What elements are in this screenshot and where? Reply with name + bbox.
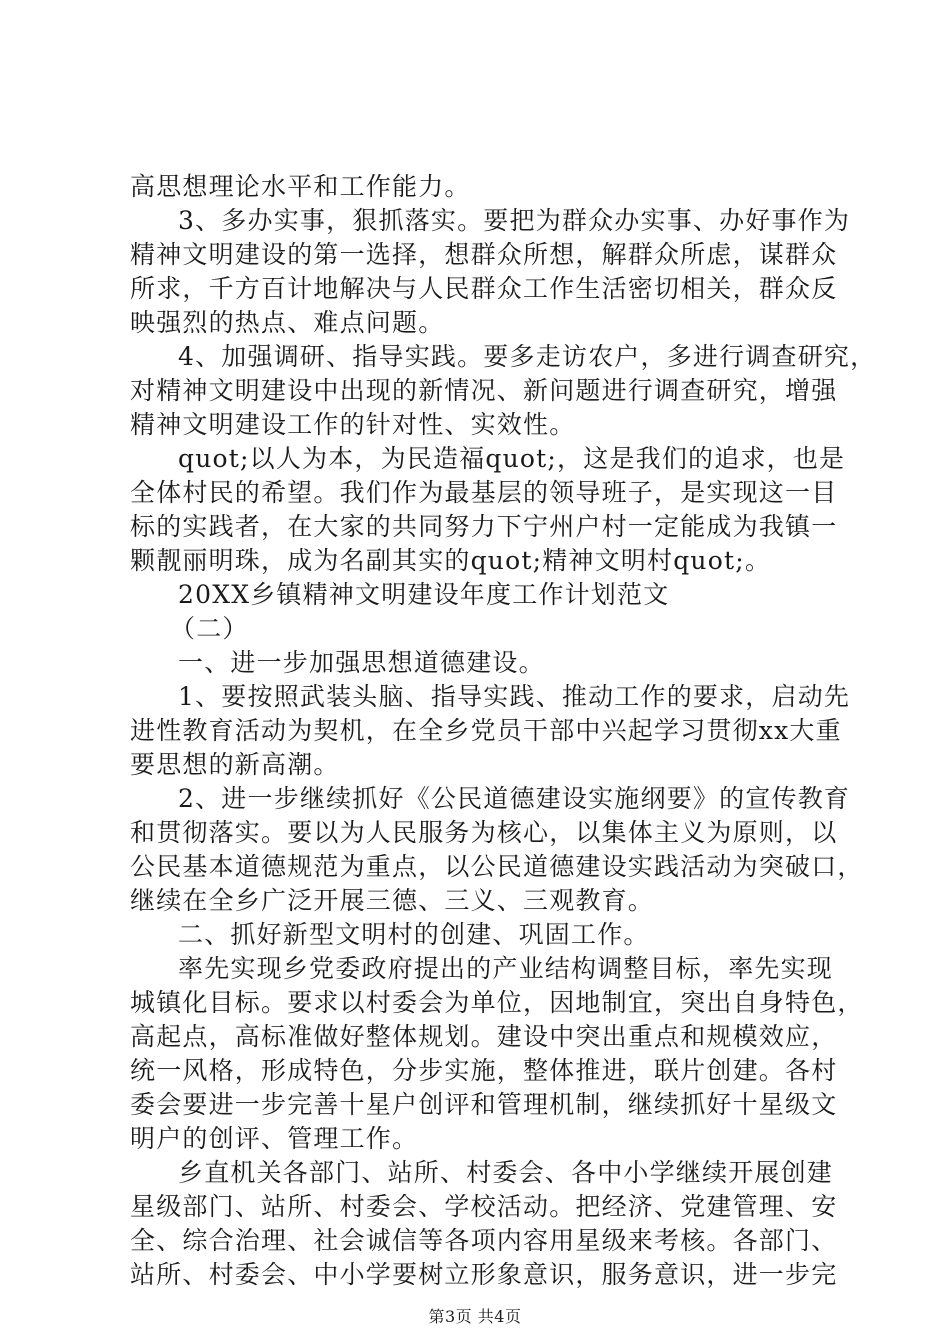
text-line: 4、加强调研、指导实践。要多走访农户，多进行调查研究，: [178, 342, 877, 371]
text-line: 公民基本道德规范为重点，以公民道德建设实践活动为突破口，: [130, 852, 864, 881]
text-line: 全体村民的希望。我们作为最基层的领导班子，是实现这一目: [130, 478, 838, 507]
text-line: 映强烈的热点、难点问题。: [130, 308, 445, 337]
text-line: 率先实现乡党委政府提出的产业结构调整目标，率先实现: [178, 954, 834, 983]
text-line: 乡直机关各部门、站所、村委会、各中小学继续开展创建: [178, 1158, 834, 1187]
text-line: 对精神文明建设中出现的新情况、新问题进行调查研究，增强: [130, 376, 838, 405]
section-title: 20XX乡镇精神文明建设年度工作计划范文: [178, 580, 670, 609]
text-line: 星级部门、站所、村委会、学校活动。把经济、党建管理、安: [130, 1192, 838, 1221]
text-line: 3、多办实事，狠抓落实。要把为群众办实事、办好事作为: [178, 206, 851, 235]
text-line: 明户的创评、管理工作。: [130, 1124, 419, 1153]
text-line: 所求，千方百计地解决与人民群众工作生活密切相关，群众反: [130, 274, 838, 303]
text-line: 2、进一步继续抓好《公民道德建设实施纲要》的宣传教育: [178, 784, 851, 813]
text-line: 精神文明建设的第一选择，想群众所想，解群众所虑，谋群众: [130, 240, 838, 269]
text-line: 委会要进一步完善十星户创评和管理机制，继续抓好十星级文: [130, 1090, 838, 1119]
text-line: 全、综合治理、社会诚信等各项内容用星级来考核。各部门、: [130, 1226, 838, 1255]
text-line: 颗靓丽明珠，成为名副其实的quot;精神文明村quot;。: [130, 546, 772, 575]
text-line: 高思想理论水平和工作能力。: [130, 172, 471, 201]
heading-line: 一、进一步加强思想道德建设。: [178, 648, 545, 677]
section-subtitle: （二）: [170, 614, 249, 643]
text-line: 城镇化目标。要求以村委会为单位，因地制宜，突出自身特色，: [130, 988, 864, 1017]
text-line: 精神文明建设工作的针对性、实效性。: [130, 410, 576, 439]
text-line: 站所、村委会、中小学要树立形象意识，服务意识，进一步完: [130, 1260, 838, 1289]
text-line: 高起点，高标准做好整体规划。建设中突出重点和规模效应，: [130, 1022, 838, 1051]
text-line: 统一风格，形成特色，分步实施，整体推进，联片创建。各村: [130, 1056, 838, 1085]
text-line: 继续在全乡广泛开展三德、三义、三观教育。: [130, 886, 655, 915]
heading-line: 二、抓好新型文明村的创建、巩固工作。: [178, 920, 650, 949]
text-line: 标的实践者，在大家的共同努力下宁州户村一定能成为我镇一: [130, 512, 838, 541]
text-line: 1、要按照武装头脑、指导实践、推动工作的要求，启动先: [178, 682, 851, 711]
text-line: 和贯彻落实。要以为人民服务为核心，以集体主义为原则，以: [130, 818, 838, 847]
page-number-footer: 第3页 共4页: [428, 1307, 522, 1326]
text-line: 进性教育活动为契机，在全乡党员干部中兴起学习贯彻xx大重: [130, 716, 842, 745]
text-line: quot;以人为本，为民造福quot;，这是我们的追求，也是: [178, 444, 846, 473]
text-line: 要思想的新高潮。: [130, 750, 340, 779]
